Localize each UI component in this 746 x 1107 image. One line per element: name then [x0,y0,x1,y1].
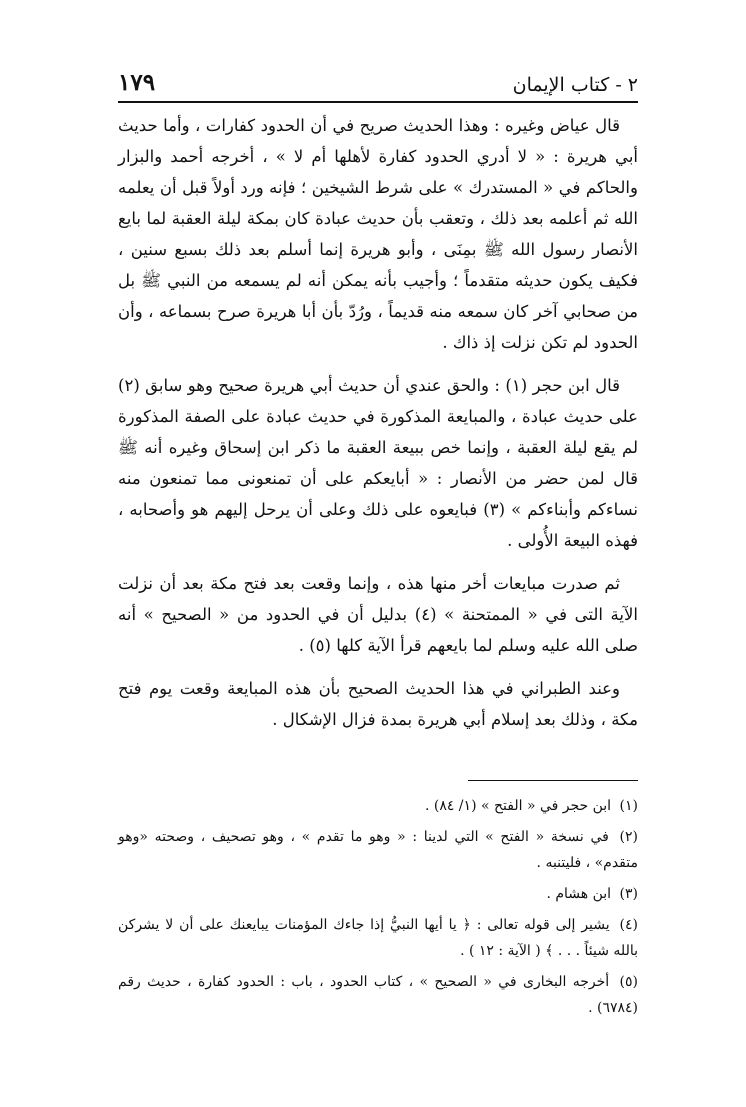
footnote [118,881,638,907]
page-number: ١٧٩ [118,69,156,96]
footnote-text: أخرجه البخارى في « الصحيح » ، كتاب الحدود ، باب : الحدود كفارة ، حديث رقم (٦٧٨٤) . [118,974,638,1016]
footnote-number: (٤) [619,917,639,933]
footnote-text: في نسخة « الفتح » التي لدينا : « وهو ما تقدم » ، وهو تصحيف ، وصحته «وهو متقدم» ، فليتنبه . [118,829,638,871]
main-text [118,110,638,747]
paragraph: ثم صدرت مبايعات أخر منها هذه ، وإنما وقعت بعد فتح مكة بعد أن نزلت الآية التى في « الممتحنة » (٤) بدليل أن في الحدود من « الصحيح » أنه صلى الله عليه وسلم لما بايعهم قرأ الآية كلها (٥) . [118,574,638,655]
footnote-number: (٣) [619,886,638,902]
paragraph: وعند الطبراني في هذا الحديث الصحيح بأن هذه المبايعة وقعت يوم فتح مكة ، وذلك بعد إسلام أبي هريرة بمدة فزال الإشكال . [118,679,638,729]
footnote-text: ابن حجر في « الفتح » (١/ ٨٤) . [424,798,612,814]
footnote [118,793,638,819]
page-header [118,62,638,96]
footnote [118,824,638,876]
header-rule [118,101,638,103]
footnote [118,969,638,1021]
footnote-text: ابن هشام . [546,886,612,902]
footnote-number: (١) [619,798,638,814]
footnote-text: يشير إلى قوله تعالى : ﴿ يا أيها النبيُّ إذا جاءك المؤمنات يبايعنك على أن لا يشركن بالله شيئاً . . . ﴾ ( الآية : ١٢ ) . [118,917,638,959]
footnote-number: (٥) [619,974,638,990]
running-title: ٢ - كتاب الإيمان [512,74,638,96]
footnote [118,912,638,964]
footnote-rule [468,780,638,781]
paragraph: قال عياض وغيره : وهذا الحديث صريح في أن الحدود كفارات ، وأما حديث أبي هريرة : « لا أدري الحدود كفارة لأهلها أم لا » ، أخرجه أحمد والبزار والحاكم في « المستدرك » على شرط الشيخين ؛ فإنه ورد أولاً قبل أن يعلمه الله ثم أعلمه بعد ذلك ، وتعقب بأن حديث عبادة كان بمكة ليلة العقبة لما بايع الأنصار رسول الله ﷺ بمِنَى ، وأبو هريرة إنما أسلم بعد ذلك بسبع سنين ، فكيف يكون حديثه متقدماً ؛ وأجيب بأنه يمكن أنه لم يسمعه من النبي ﷺ بل من صحابي آخر كان سمعه منه قديماً ، ورُدّ بأن أبا هريرة صرح بسماعه ، وأن الحدود لم تكن نزلت إذ ذاك . [118,116,638,352]
footnotes [118,793,638,1026]
paragraph: قال ابن حجر (١) : والحق عندي أن حديث أبي هريرة صحيح وهو سابق (٢) على حديث عبادة ، والمبايعة المذكورة في حديث عبادة على الصفة المذكورة لم يقع ليلة العقبة ، وإنما خص ببيعة العقبة ما ذكر ابن إسحاق وغيره أنه ﷺ قال لمن حضر من الأنصار : « أبايعكم على أن تمنعونى مما تمنعون منه نساءكم وأبناءكم » (٣) فبايعوه على ذلك وعلى أن يرحل إليهم هو وأصحابه ، فهذه البيعة الأُولى . [118,376,639,550]
footnote-number: (٢) [619,829,638,845]
